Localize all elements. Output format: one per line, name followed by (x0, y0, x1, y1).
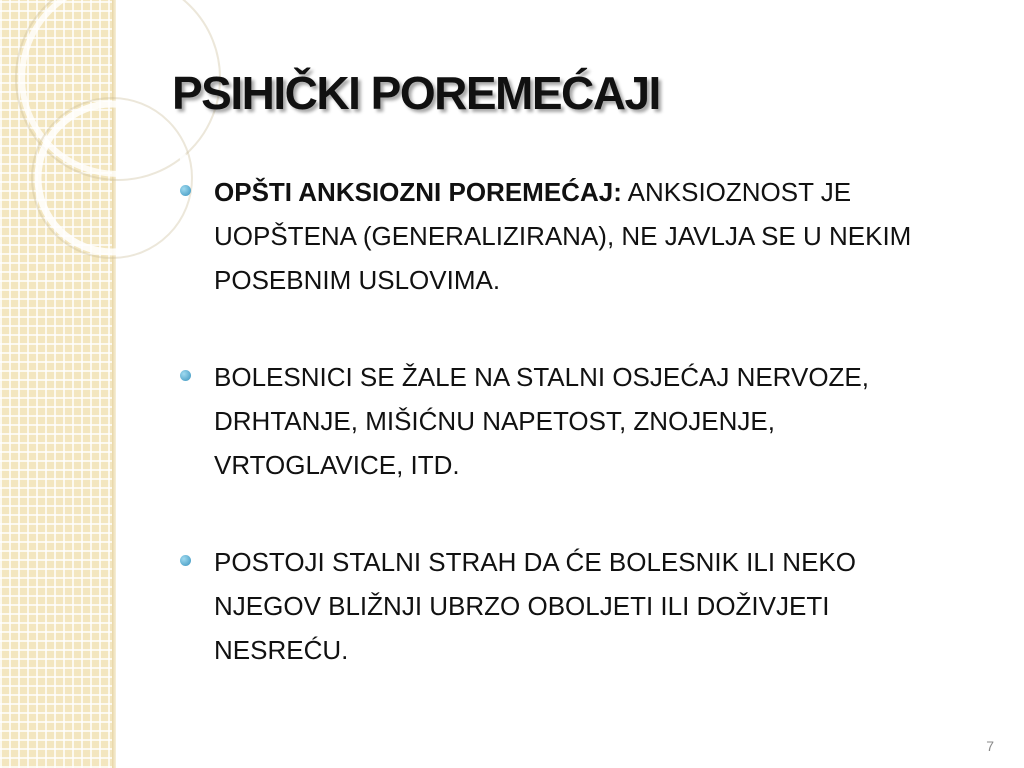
bullet-dot-icon (180, 185, 191, 196)
side-panel-edge (112, 0, 116, 768)
decorative-side-panel (0, 0, 112, 768)
bullet-item-3 (178, 540, 968, 672)
bullet-lead: OPŠTI ANKSIOZNI POREMEĆAJ: (214, 177, 622, 207)
page-number: 7 (986, 738, 994, 754)
bullet-text: ANKSIOZNOST JE UOPŠTENA (GENERALIZIRANA), NE JAVLJA SE U NEKIM POSEBNIM USLOVIMA. (214, 177, 912, 295)
bullet-item-1 (178, 170, 968, 302)
bullet-dot-icon (180, 555, 191, 566)
bullet-text: POSTOJI STALNI STRAH DA ĆE BOLESNIK ILI NEKO NJEGOV BLIŽNJI UBRZO OBOLJETI ILI DOŽIVJETI NESREĆU. (214, 547, 856, 665)
bullet-item-2 (178, 355, 968, 487)
bullet-text: BOLESNICI SE ŽALE NA STALNI OSJEĆAJ NERVOZE, DRHTANJE, MIŠIĆNU NAPETOST, ZNOJENJE, VRTOGLAVICE, ITD. (214, 362, 870, 480)
bullet-list (178, 170, 968, 725)
slide-title: PSIHIČKI POREMEĆAJI (172, 67, 660, 119)
bullet-dot-icon (180, 370, 191, 381)
